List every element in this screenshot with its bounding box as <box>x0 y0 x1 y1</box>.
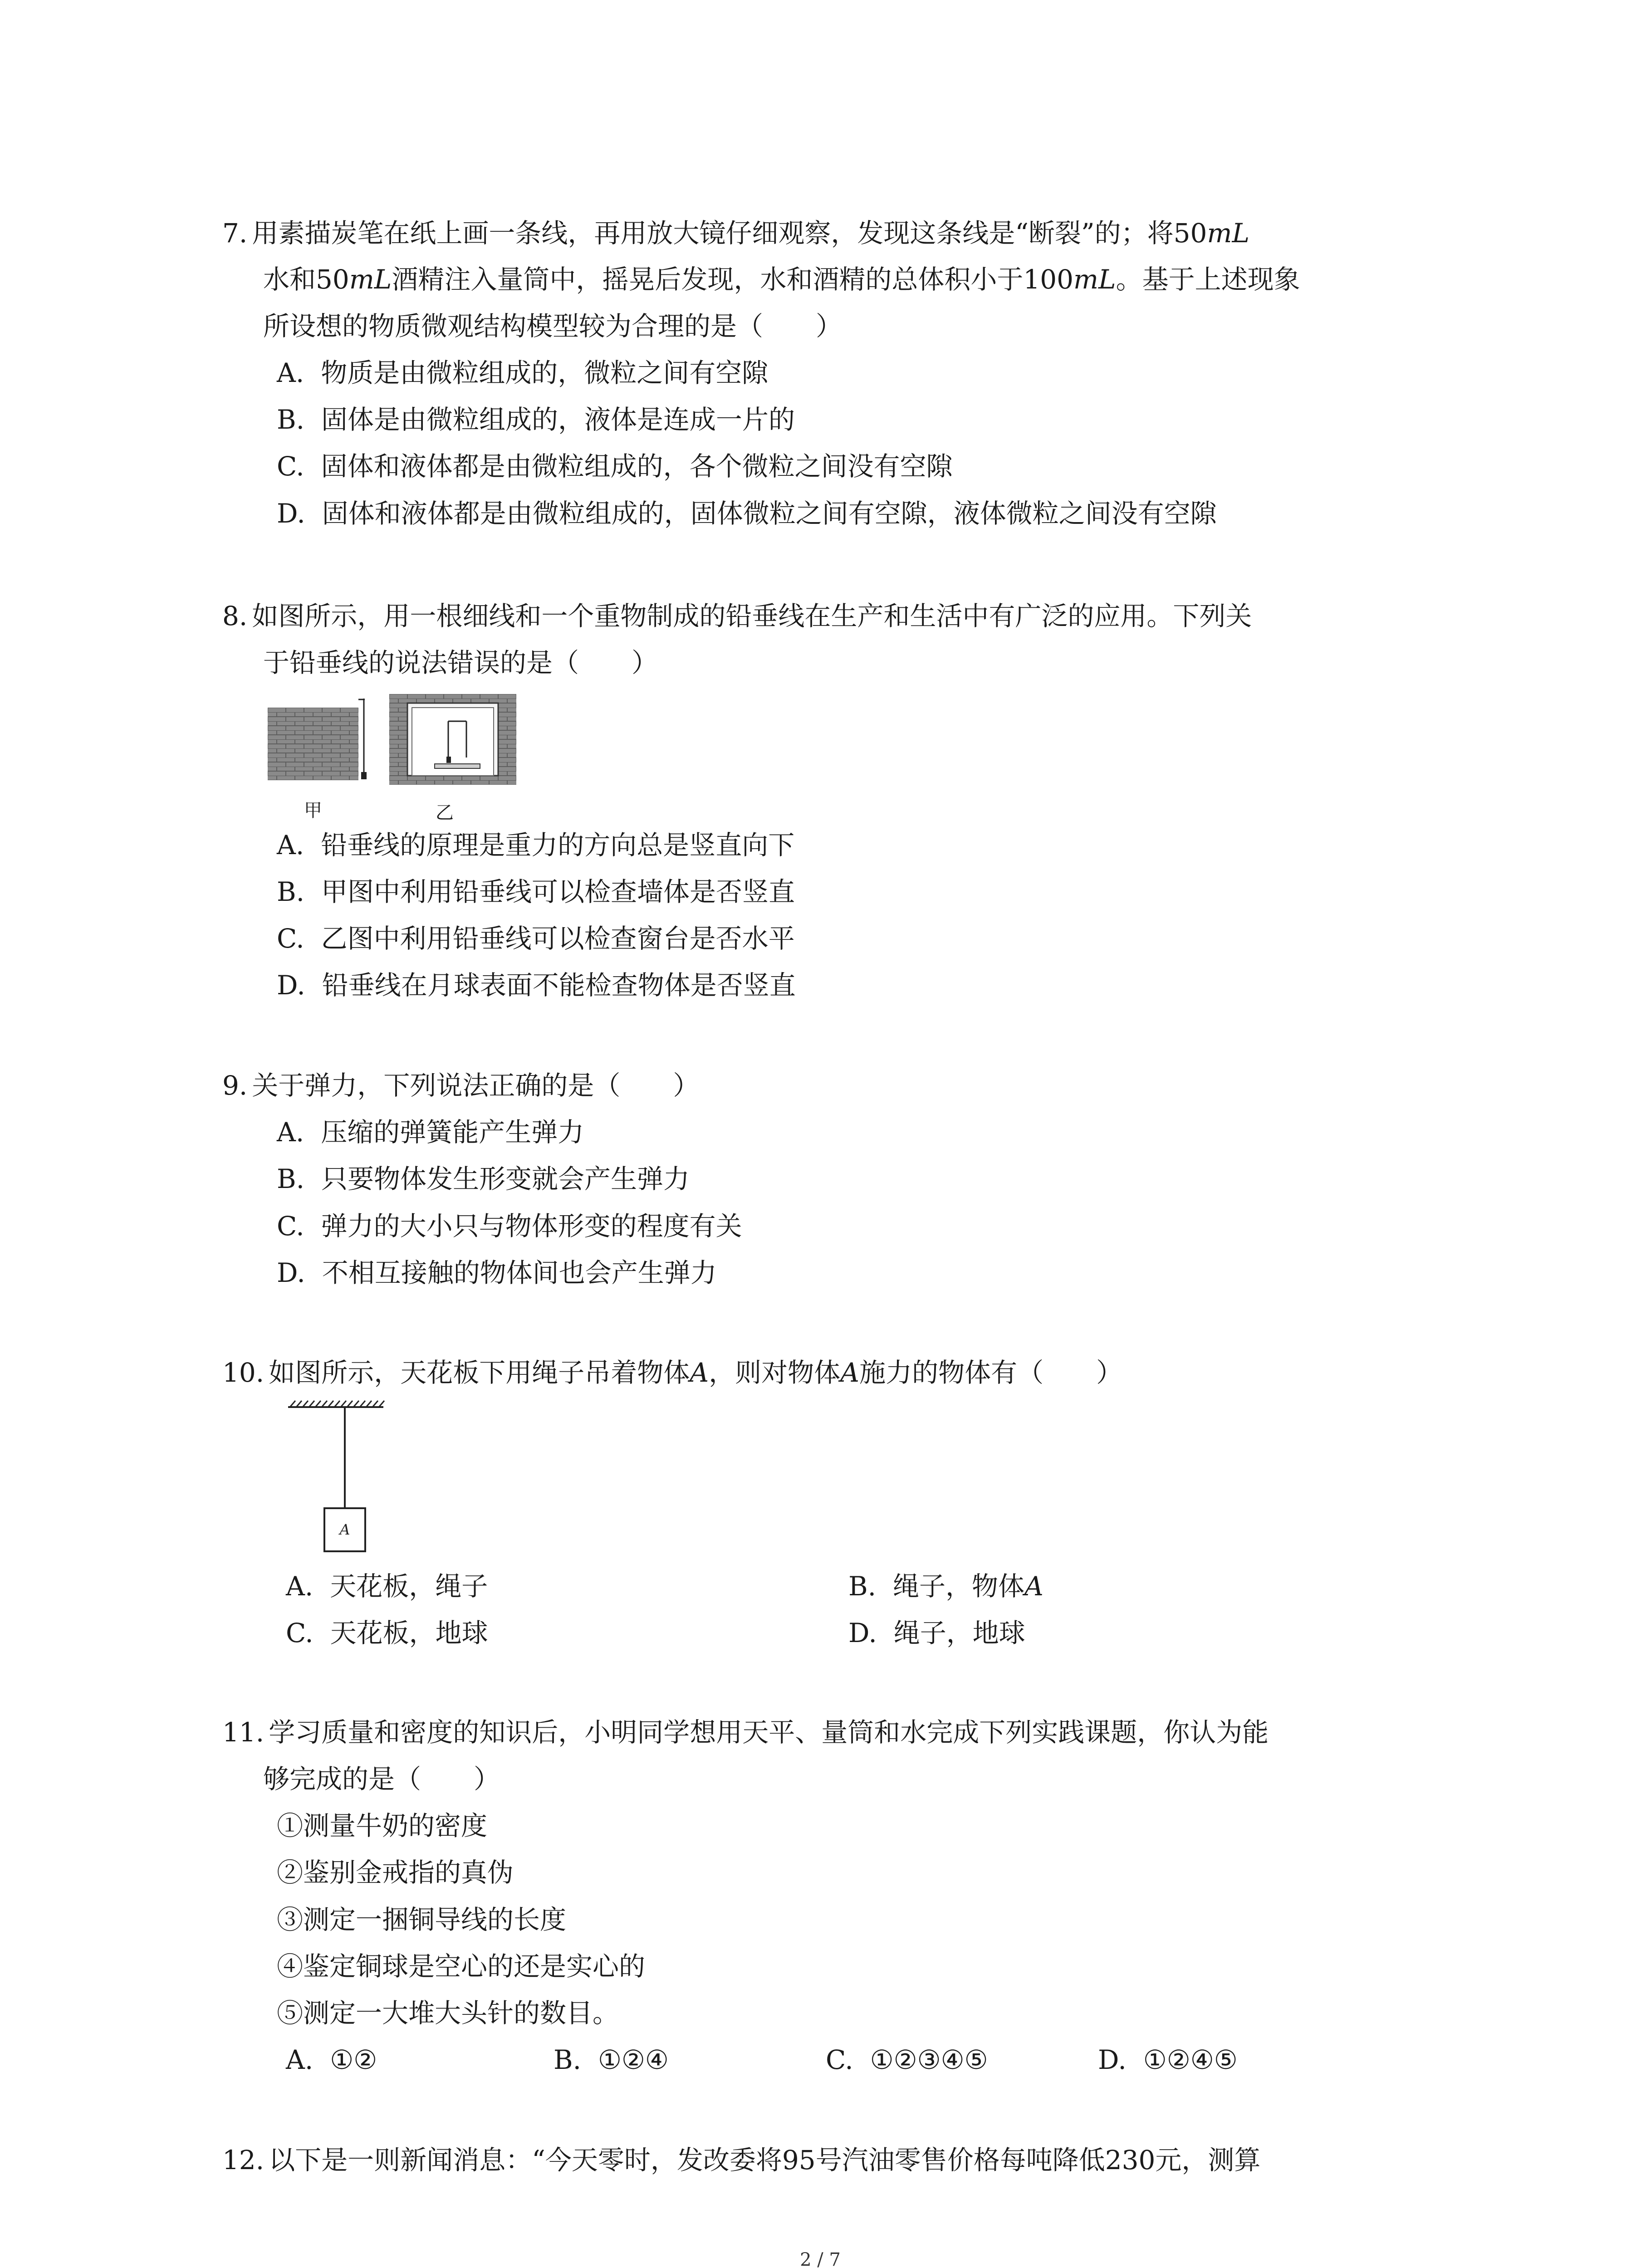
q10-option-a: A. 天花板，绳子 <box>286 1571 488 1602</box>
q9-number: 9. <box>222 1070 248 1101</box>
q10-number: 10. <box>222 1357 265 1388</box>
q7-option-b: B. 固体是由微粒组成的，液体是连成一片的 <box>277 404 795 435</box>
q8-option-a: A. 铅垂线的原理是重力的方向总是竖直向下 <box>277 830 795 860</box>
q7-option-c: C. 固体和液体都是由微粒组成的，各个微粒之间没有空隙 <box>277 451 953 482</box>
q11-option-c: C. ①②③④⑤ <box>826 2044 988 2075</box>
q8-option-c: C. 乙图中利用铅垂线可以检查窗台是否水平 <box>277 923 795 954</box>
q9-option-a: A. 压缩的弹簧能产生弹力 <box>277 1117 584 1148</box>
q11-number: 11. <box>222 1717 265 1748</box>
q11-item-5: ⑤测定一大堆大头针的数目。 <box>277 1998 619 2028</box>
q9-option-b: B. 只要物体发生形变就会产生弹力 <box>277 1163 690 1194</box>
q11-item-2: ②鉴别金戒指的真伪 <box>277 1857 514 1888</box>
q12-number: 12. <box>222 2145 265 2175</box>
q11-stem-line-1: 11. 学习质量和密度的知识后，小明同学想用天平、量筒和水完成下列实践课题，你认为能 <box>222 1717 1269 1748</box>
q11-item-1: ①测量牛奶的密度 <box>277 1810 488 1841</box>
q10-option-d: D. 绳子，地球 <box>848 1618 1025 1648</box>
q11-item-3: ③测定一捆铜导线的长度 <box>277 1904 567 1935</box>
q8-option-b: B. 甲图中利用铅垂线可以检查墙体是否竖直 <box>277 876 795 907</box>
q8-number: 8. <box>222 601 248 631</box>
q9-option-c: C. 弹力的大小只与物体形变的程度有关 <box>277 1211 742 1242</box>
q11-option-d: D. ①②④⑤ <box>1098 2044 1238 2075</box>
q8-figure-label-yi: 乙 <box>436 802 454 823</box>
q8-stem-line-1: 8. 如图所示，用一根细线和一个重物制成的铅垂线在生产和生活中有广泛的应用。下列关 <box>222 601 1252 631</box>
q10-figure-block-label: A <box>339 1521 350 1538</box>
q9-option-d: D. 不相互接触的物体间也会产生弹力 <box>277 1257 717 1288</box>
q11-item-4: ④鉴定铜球是空心的还是实心的 <box>277 1951 646 1982</box>
q8-figure-yi-window <box>389 689 516 785</box>
q12-stem-line-1: 12. 以下是一则新闻消息：“今天零时，发改委将95号汽油零售价格每吨降低230元，测算 <box>222 2145 1261 2175</box>
q7-option-a: A. 物质是由微粒组成的，微粒之间有空隙 <box>277 357 769 388</box>
q8-figure-jia-wall <box>268 694 377 785</box>
page-number: 2 / 7 <box>800 2249 841 2268</box>
q9-stem: 9. 关于弹力，下列说法正确的是（ ） <box>222 1070 700 1101</box>
q11-option-b: B. ①②④ <box>554 2044 669 2075</box>
q10-option-c: C. 天花板，地球 <box>286 1618 488 1648</box>
q11-option-a: A. ①② <box>286 2044 377 2075</box>
q7-stem-line-2: 水和50mL酒精注入量筒中，摇晃后发现，水和酒精的总体积小于100mL。基于上述现象 <box>263 264 1300 295</box>
q11-stem-line-2: 够完成的是（ ） <box>263 1764 500 1794</box>
q8-stem-line-2: 于铅垂线的说法错误的是（ ） <box>263 647 658 678</box>
q8-option-d: D. 铅垂线在月球表面不能检查物体是否竖直 <box>277 970 796 1001</box>
q7-stem-line-3: 所设想的物质微观结构模型较为合理的是（ ） <box>263 311 843 342</box>
q7-option-d: D. 固体和液体都是由微粒组成的，固体微粒之间有空隙，液体微粒之间没有空隙 <box>277 498 1217 529</box>
q7-number: 7. <box>222 218 248 249</box>
q10-figure-hanging-block <box>279 1397 397 1560</box>
q7-stem-line-1: 7. 用素描炭笔在纸上画一条线，再用放大镜仔细观察，发现这条线是“断裂”的；将50mL <box>222 218 1249 249</box>
q8-figure-label-jia: 甲 <box>304 800 322 821</box>
q10-stem: 10. 如图所示，天花板下用绳子吊着物体A，则对物体A施力的物体有（ ） <box>222 1357 1123 1388</box>
q10-option-b: B. 绳子，物体A <box>848 1571 1043 1602</box>
